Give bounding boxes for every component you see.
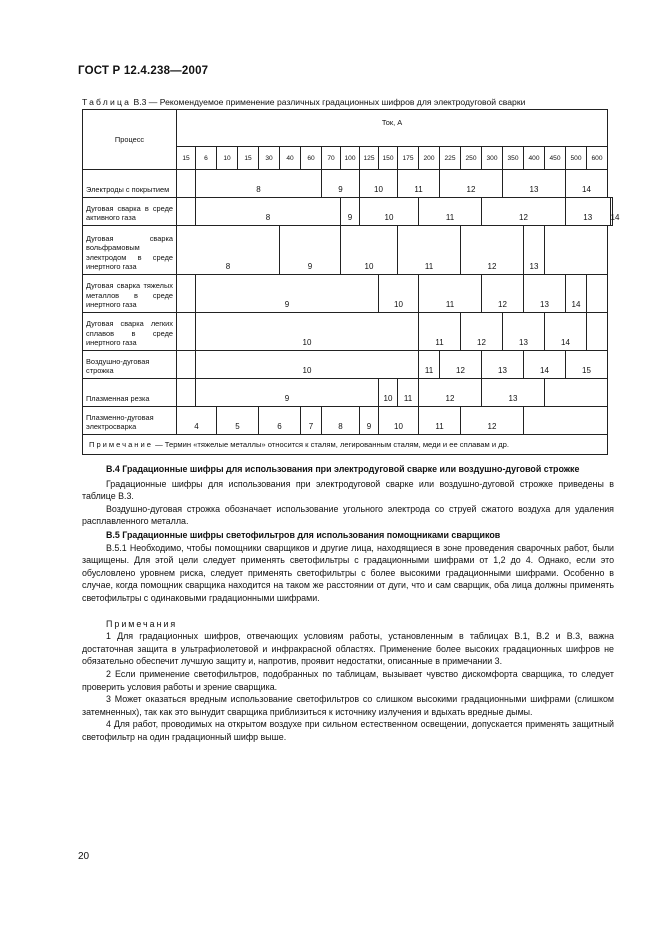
shade-cell: 14: [610, 198, 613, 226]
current-value: 100: [341, 147, 360, 170]
shade-cell: [177, 351, 196, 379]
shade-cell: 13: [503, 313, 545, 351]
current-value: 600: [587, 147, 608, 170]
current-value: 70: [322, 147, 341, 170]
shade-cell: 12: [461, 407, 524, 435]
current-value: 450: [545, 147, 566, 170]
shade-cell: 12: [461, 313, 503, 351]
current-value: 225: [440, 147, 461, 170]
shade-cell: 6: [259, 407, 301, 435]
shade-cell: 12: [482, 275, 524, 313]
shade-cell: 11: [398, 170, 440, 198]
notes-title: Примечания: [106, 618, 178, 629]
section-b5-paragraph-1: В.5.1 Необходимо, чтобы помощники сварщиков и другие лица, находящиеся в зоне проведения сварочных работ, были защищены. Для этой цели следует применять светофильтры с градационными шифрами от 1,2 до 4. Однако, если это обусловлено уровнем риска, следует применять светофильтры с более высокими градационными шифрами. Особенно в случае, когда помощник сварщика находится на таком же расстоянии от дуги, что и сам сварщик, оба лица должны применять светофильтры с одинаковыми градационными шифрами.: [82, 542, 614, 603]
table-note: [83, 435, 608, 455]
table-note-label: Примечание: [89, 440, 153, 449]
shade-cell: 13: [524, 275, 566, 313]
shade-cell: 13: [482, 379, 545, 407]
shade-cell: [177, 275, 196, 313]
shade-cell: [545, 226, 608, 275]
shade-cell: 14: [566, 275, 587, 313]
process-name: Плазменная резка: [83, 379, 177, 407]
document-header: ГОСТ Р 12.4.238—2007: [78, 65, 209, 77]
shade-cell: 13: [482, 351, 524, 379]
shade-cell: 11: [419, 407, 461, 435]
section-b4-heading: В.4 Градационные шифры для использования при электродуговой сварке или воздушно-дуговой строжке: [106, 464, 580, 474]
table-caption: [82, 97, 525, 107]
note-4: 4 Для работ, проводимых на открытом воздухе при сильном естественном освещении, допускается применять защитный светофильтр на один градационный шифр выше.: [82, 719, 614, 742]
shade-cell: 11: [419, 198, 482, 226]
shade-cell: 11: [419, 351, 440, 379]
main-text: [82, 463, 614, 743]
shade-cell: 12: [482, 198, 566, 226]
shade-cell: 9: [196, 275, 379, 313]
shade-cell: 10: [196, 313, 419, 351]
current-value: 500: [566, 147, 587, 170]
shade-cell: [177, 313, 196, 351]
current-value: 125: [360, 147, 379, 170]
section-b4-paragraph-2: Воздушно-дуговая строжка обозначает использование угольного электрода со струей сжатого воздуха для удаления расплавленного металла.: [82, 503, 614, 527]
shade-cell: 13: [524, 226, 545, 275]
current-value: 30: [259, 147, 280, 170]
shade-cell: 14: [545, 313, 587, 351]
process-name: Плазменно-дуговая электросварка: [83, 407, 177, 435]
shade-cell: [177, 198, 196, 226]
shade-cell: [587, 313, 608, 351]
page-number: 20: [78, 851, 90, 862]
current-value: 60: [301, 147, 322, 170]
current-value: 10: [217, 147, 238, 170]
shade-cell: 8: [177, 226, 280, 275]
section-b5-heading: В.5 Градационные шифры светофильтров для использования помощниками сварщиков: [106, 529, 501, 540]
current-value: 300: [482, 147, 503, 170]
shade-cell: 9: [322, 170, 360, 198]
shade-cell: [177, 170, 196, 198]
current-column-header: Ток, А: [177, 110, 608, 147]
shade-cell: 10: [196, 351, 419, 379]
process-name: Дуговая сварка тяжелых металлов в среде инертного газа: [83, 275, 177, 313]
current-value: 15: [177, 147, 196, 170]
shade-cell: [587, 275, 608, 313]
shade-cell: 8: [196, 170, 322, 198]
current-value: 15: [238, 147, 259, 170]
shade-cell: 14: [524, 351, 566, 379]
current-value: 400: [524, 147, 545, 170]
shade-cell: 12: [440, 351, 482, 379]
process-name: Электроды с покрытием: [83, 170, 177, 198]
note-2: 2 Если применение светофильтров, подобранных по таблицам, вызывает чувство дискомфорта сварщика, то следует проверить условия работы и зрение сварщика.: [82, 668, 614, 692]
table-caption-text: В.3 — Рекомендуемое применение различных градационных шифров для электродуговой сварки: [131, 97, 526, 107]
shade-cell: 11: [398, 379, 419, 407]
shade-cell: [524, 407, 608, 435]
shade-cell: 9: [341, 198, 360, 226]
shade-cell: 11: [419, 313, 461, 351]
note-3: 3 Может оказаться вредным использование светофильтров со слишком высокими градационными шифрами (слишком затемненных), так как это вынудит сварщика приблизиться к источнику излучения и вдыхать вредные дымы.: [82, 694, 614, 717]
shade-cell: 10: [379, 275, 419, 313]
shade-cell: 13: [566, 198, 611, 226]
shade-cell: 10: [379, 379, 398, 407]
shade-cell: [545, 379, 608, 407]
table-note-text: — Термин «тяжелые металлы» относится к сталям, легированным сталям, меди и ее сплавам и др.: [152, 440, 509, 449]
shade-cell: 13: [503, 170, 566, 198]
shade-cell: 11: [419, 275, 482, 313]
shade-number-table: [82, 109, 620, 455]
shade-cell: 12: [461, 226, 524, 275]
process-name: Дуговая сварка легких сплавов в среде инертного газа: [83, 313, 177, 351]
section-b4-paragraph-1: Градационные шифры для использования при электродуговой сварке или воздушно-дуговой строжке приведены в таблице В.3.: [82, 478, 614, 502]
current-value: 200: [419, 147, 440, 170]
shade-cell: 4: [177, 407, 217, 435]
current-value: 350: [503, 147, 524, 170]
shade-cell: 10: [360, 170, 398, 198]
shade-cell: 7: [301, 407, 322, 435]
shade-cell: 5: [217, 407, 259, 435]
note-1: 1 Для градационных шифров, отвечающих условиям работы, установленным в таблицах В.1, В.2 и В.3, важна достаточная защита в ультрафиолетовой и инфракрасной областях. Применение более высоких градационных шифров не обязательно обеспечит лучшую защиту и, напротив, проявит недостатки, описанные в примечании 3.: [82, 631, 614, 667]
process-column-header: Процесс: [83, 110, 177, 170]
process-name: Дуговая сварка вольфрамовым электродом в среде инертного газа: [83, 226, 177, 275]
shade-cell: 14: [566, 170, 608, 198]
table-caption-label: Таблица: [82, 97, 132, 107]
shade-cell: 10: [341, 226, 398, 275]
shade-cell: 15: [566, 351, 608, 379]
shade-cell: 12: [419, 379, 482, 407]
current-value: 175: [398, 147, 419, 170]
shade-cell: 8: [196, 198, 341, 226]
shade-cell: 10: [379, 407, 419, 435]
process-name: Воздушно-дуговая строжка: [83, 351, 177, 379]
current-value: 6: [196, 147, 217, 170]
shade-cell: 9: [360, 407, 379, 435]
shade-cell: 8: [322, 407, 360, 435]
shade-cell: 11: [398, 226, 461, 275]
shade-cell: 9: [280, 226, 341, 275]
shade-cell: 9: [196, 379, 379, 407]
shade-cell: [177, 379, 196, 407]
shade-cell: 10: [360, 198, 419, 226]
current-value: 40: [280, 147, 301, 170]
current-value: 250: [461, 147, 482, 170]
process-name: Дуговая сварка в среде активного газа: [83, 198, 177, 226]
shade-cell: 12: [440, 170, 503, 198]
current-value: 150: [379, 147, 398, 170]
